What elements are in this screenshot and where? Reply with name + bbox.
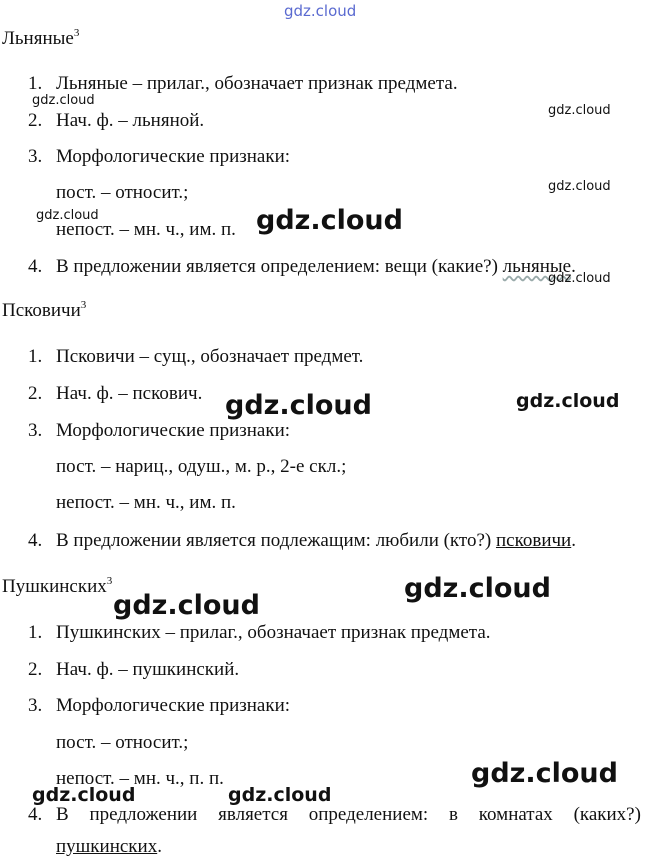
item-text-continued: пушкинских. [56,836,162,857]
item-text: Пушкинских – прилаг., обозначает признак предмета. [56,622,491,643]
section-title-lnyanye: Льняные$^3$ [2,27,80,49]
watermark: gdz.cloud [228,784,332,806]
constant-features: пост. – нариц., одуш., м. р., 2-е скл.; [56,456,347,477]
item-number: 1. [28,622,43,643]
watermark: gdz.cloud [548,179,611,194]
item-number: 2. [28,659,43,680]
underlined-word: льняные [502,256,572,277]
underlined-word: псковичи [495,530,572,551]
item-number: 3. [28,695,43,716]
watermark: gdz.cloud [471,758,618,789]
item-number: 3. [28,420,43,441]
item-text: В предложении является определением: вещи (какие?) льняные. [56,256,576,277]
underlined-word: пушкинских [56,836,158,857]
watermark-top: gdz.cloud [284,2,357,20]
watermark: gdz.cloud [404,573,551,604]
watermark: gdz.cloud [32,784,136,806]
item-text: Морфологические признаки: [56,420,291,441]
section-title-pushkinskikh: Пушкинских$^3$ [2,575,113,597]
watermark: gdz.cloud [516,390,620,412]
section-title-pskovichi: Псковичи$^3$ [2,299,87,321]
item-number: 2. [28,110,43,131]
item-number: 4. [28,530,43,551]
constant-features: пост. – относит.; [56,732,189,753]
item-text: Морфологические признаки: [56,695,291,716]
item-number: 1. [28,73,43,94]
item-text: Нач. ф. – льняной. [56,110,205,131]
item-number: 2. [28,383,43,404]
constant-features: пост. – относит.; [56,182,189,203]
item-number: 3. [28,146,43,167]
watermark: gdz.cloud [548,271,611,286]
watermark: gdz.cloud [548,103,611,118]
item-text: Льняные – прилаг., обозначает признак предмета. [56,73,458,94]
item-number: 1. [28,346,43,367]
item-text: Нач. ф. – пскович. [56,383,203,404]
variable-features: непост. – мн. ч., им. п. [56,219,236,240]
watermark: gdz.cloud [256,205,403,236]
variable-features: непост. – мн. ч., п. п. [56,768,224,789]
item-text-justified: В предложении является определением: в комнатах (каких?) [56,804,641,825]
item-number: 4. [28,256,43,277]
item-text: Псковичи – сущ., обозначает предмет. [56,346,364,367]
watermark: gdz.cloud [36,208,99,223]
item-number: 4. [28,804,43,825]
item-text: В предложении является подлежащим: любили (кто?) псковичи. [56,530,576,551]
variable-features: непост. – мн. ч., им. п. [56,492,236,513]
watermark: gdz.cloud [113,590,260,621]
item-text: Морфологические признаки: [56,146,291,167]
item-text: Нач. ф. – пушкинский. [56,659,240,680]
watermark: gdz.cloud [32,93,95,108]
watermark: gdz.cloud [225,390,372,421]
